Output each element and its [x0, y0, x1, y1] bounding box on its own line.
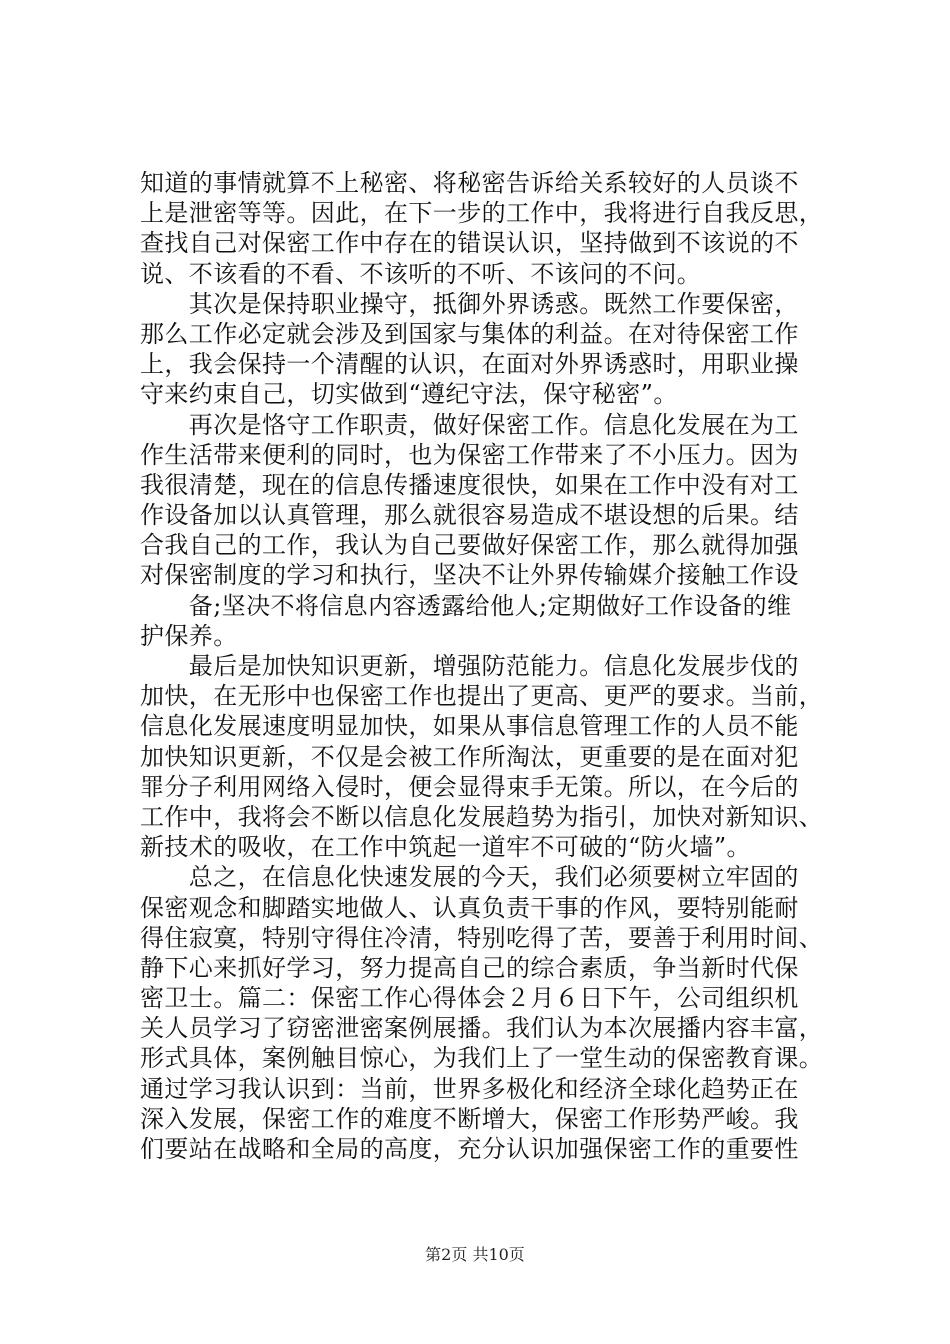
- text-line: 形式具体，案例触目惊心，为我们上了一堂生动的保密教育课。: [140, 1044, 824, 1073]
- text-line: 工作中，我将会不断以信息化发展趋势为指引，加快对新知识、: [140, 802, 824, 831]
- text-line: 深入发展，保密工作的难度不断增大，保密工作形势严峻。我: [140, 1104, 799, 1133]
- text-line: 罪分子利用网络入侵时，便会显得束手无策。所以，在今后的: [140, 772, 799, 801]
- text-line: 备;坚决不将信息内容透露给他人;定期做好工作设备的维: [140, 591, 792, 620]
- text-line: 加快，在无形中也保密工作也提出了更高、更严的要求。当前，: [140, 682, 824, 711]
- text-line: 其次是保持职业操守，抵御外界诱惑。既然工作要保密，: [140, 289, 799, 318]
- text-line: 密卫士。篇二：保密工作心得体会２月６日下午，公司组织机: [140, 984, 799, 1013]
- text-line: 再次是恪守工作职责，做好保密工作。信息化发展在为工: [140, 410, 799, 439]
- text-line: 作生活带来便利的同时，也为保密工作带来了不小压力。因为: [140, 440, 799, 469]
- text-line: 保密观念和脚踏实地做人、认真负责干事的作风，要特别能耐: [140, 893, 799, 922]
- text-line: 加快知识更新，不仅是会被工作所淘汰，更重要的是在面对犯: [140, 742, 799, 771]
- text-line: 信息化发展速度明显加快，如果从事信息管理工作的人员不能: [140, 712, 799, 741]
- text-line: 那么工作必定就会涉及到国家与集体的利益。在对待保密工作: [140, 319, 799, 348]
- text-line: 护保养。: [140, 621, 238, 650]
- page-number: 第2页 共10页: [425, 1245, 525, 1264]
- text-line: 作设备加以认真管理，那么就很容易造成不堪设想的后果。结: [140, 501, 799, 530]
- text-line: 通过学习我认识到：当前，世界多极化和经济全球化趋势正在: [140, 1074, 799, 1103]
- body-text: [140, 168, 840, 1164]
- text-line: 上是泄密等等。因此，在下一步的工作中，我将进行自我反思，: [140, 199, 824, 228]
- text-line: 总之，在信息化快速发展的今天，我们必须要树立牢固的: [140, 863, 799, 892]
- text-line: 知道的事情就算不上秘密、将秘密告诉给关系较好的人员谈不: [140, 169, 799, 197]
- text-line: 查找自己对保密工作中存在的错误认识，坚持做到不该说的不: [140, 229, 799, 258]
- text-line: 们要站在战略和全局的高度，充分认识加强保密工作的重要性: [140, 1135, 799, 1163]
- text-line: 得住寂寞，特别守得住冷清，特别吃得了苦，要善于利用时间、: [140, 923, 824, 952]
- text-line: 对保密制度的学习和执行，坚决不让外界传输媒介接触工作设: [140, 561, 799, 590]
- text-line: 静下心来抓好学习，努力提高自己的综合素质，争当新时代保: [140, 953, 799, 982]
- text-line: 守来约束自己，切实做到“遵纪守法，保守秘密”。: [140, 380, 678, 409]
- text-line: 合我自己的工作，我认为自己要做好保密工作，那么就得加强: [140, 531, 799, 560]
- text-line: 新技术的吸收，在工作中筑起一道牢不可破的“防火墙”。: [140, 833, 751, 862]
- text-line: 上，我会保持一个清醒的认识，在面对外界诱惑时，用职业操: [140, 350, 799, 379]
- text-line: 我很清楚，现在的信息传播速度很快，如果在工作中没有对工: [140, 470, 799, 499]
- text-line: 关人员学习了窃密泄密案例展播。我们认为本次展播内容丰富，: [140, 1014, 824, 1043]
- text-line: 说、不该看的不看、不该听的不听、不该问的不问。: [140, 259, 702, 288]
- text-line: 最后是加快知识更新，增强防范能力。信息化发展步伐的: [140, 652, 799, 680]
